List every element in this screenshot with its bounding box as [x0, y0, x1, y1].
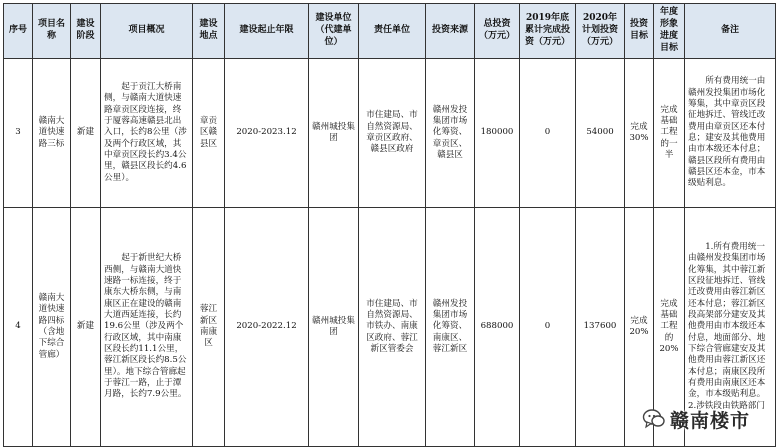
- cell-overview: 起于贡江大桥南侧，与赣南大道快速路章贡区段连接，终于厦蓉高速赣县北出入口，长约8公里（涉及两个行政区域，其中章贡区段长约3.4公里，赣县区段长约4.6公里）。: [101, 59, 193, 208]
- header-period: 建设起止年限: [225, 4, 309, 59]
- cell-phase: 新建: [71, 208, 101, 447]
- cell-seq: 3: [4, 59, 33, 208]
- header-row: [4, 4, 776, 59]
- cell-responsible: 市住建局、市自然资源局、章贡区政府、赣县区政府: [359, 59, 426, 208]
- cell-location: 蓉江新区南康区: [193, 208, 225, 447]
- header-phase: 建设阶段: [71, 4, 101, 59]
- cell-progress: 完成基础工程的一半: [654, 59, 685, 208]
- watermark-text: 赣南楼市: [670, 409, 751, 432]
- cell-period: 2020-2023.12: [225, 59, 309, 208]
- header-funding: 投资来源: [426, 4, 475, 59]
- cell-seq: 4: [4, 208, 33, 447]
- header-responsible: 责任单位: [359, 4, 426, 59]
- header-overview: 项目概况: [101, 4, 193, 59]
- header-remarks: 备注: [685, 4, 776, 59]
- cell-target: 完成30%: [625, 59, 654, 208]
- cell-phase: 新建: [71, 59, 101, 208]
- header-cumulative: 2019年底累计完成投资（万元）: [520, 4, 576, 59]
- header-builder: 建设单位（代建单位）: [309, 4, 359, 59]
- cell-total: 688000: [475, 208, 520, 447]
- cell-location: 章贡区赣县区: [193, 59, 225, 208]
- cell-responsible: 市住建局、市自然资源局、市铁办、南康区政府、蓉江新区管委会: [359, 208, 426, 447]
- cell-target: 完成20%: [625, 208, 654, 447]
- header-target: 投资目标: [625, 4, 654, 59]
- cell-name: 赣南大道快速路四标（含地下综合管廊）: [33, 208, 71, 447]
- header-location: 建设地点: [193, 4, 225, 59]
- project-table: [3, 3, 776, 447]
- table-row: [4, 59, 776, 208]
- cell-plan2020: 137600: [576, 208, 625, 447]
- header-seq: 序号: [4, 4, 33, 59]
- cell-builder: 赣州城投集团: [309, 208, 359, 447]
- cell-overview: 起于新世纪大桥西侧，与赣南大道快速路一标连接，终于康东大桥东侧，与南康区正在建设的赣南大道西延连接，长约19.6公里（涉及两个行政区域，其中南康区段长约11.1公里，蓉江新区段长约8.5公里）。地下综合管廊起于蓉江一路，止于潭月路，长约7.9公里。: [101, 208, 193, 447]
- cell-funding: 赣州发投集团市场化筹资、南康区、蓉江新区: [426, 208, 475, 447]
- cell-remarks: 所有费用统一由赣州发投集团市场化筹集，其中章贡区段征地拆迁、管线迁改费用由章贡区还本付息；建安及其他费用由市本级还本付息；赣县区段所有费用由赣县区还本金，市本级贴利息。: [685, 59, 776, 208]
- watermark: [642, 403, 768, 435]
- header-progress: 年度形象进度目标: [654, 4, 685, 59]
- cell-progress: 完成基础工程的20%: [654, 208, 685, 447]
- cell-plan2020: 54000: [576, 59, 625, 208]
- wechat-bubble-icon: [642, 407, 666, 431]
- cell-total: 180000: [475, 59, 520, 208]
- cell-remarks: 1.所有费用统一由赣州发投集团市场化筹集，其中蓉江新区段征地拆迁、管线迁改费用由蓉江新区还本付息；蓉江新区段高架部分建安及其他费用由市本级还本付息，地面部分、地下综合管廊建安及其他费用由蓉江新区还本付息；南康区段所有费用由南康区还本金，市本级贴利息。 2.涉铁段由铁路部门: [685, 208, 776, 447]
- cell-cumulative: 0: [520, 59, 576, 208]
- header-name: 项目名称: [33, 4, 71, 59]
- cell-builder: 赣州城投集团: [309, 59, 359, 208]
- header-plan2020: 2020年计划投资（万元）: [576, 4, 625, 59]
- header-total: 总投资（万元）: [475, 4, 520, 59]
- cell-cumulative: 0: [520, 208, 576, 447]
- cell-period: 2020-2022.12: [225, 208, 309, 447]
- cell-name: 赣南大道快速路三标: [33, 59, 71, 208]
- cell-funding: 赣州发投集团市场化筹资、章贡区、赣县区: [426, 59, 475, 208]
